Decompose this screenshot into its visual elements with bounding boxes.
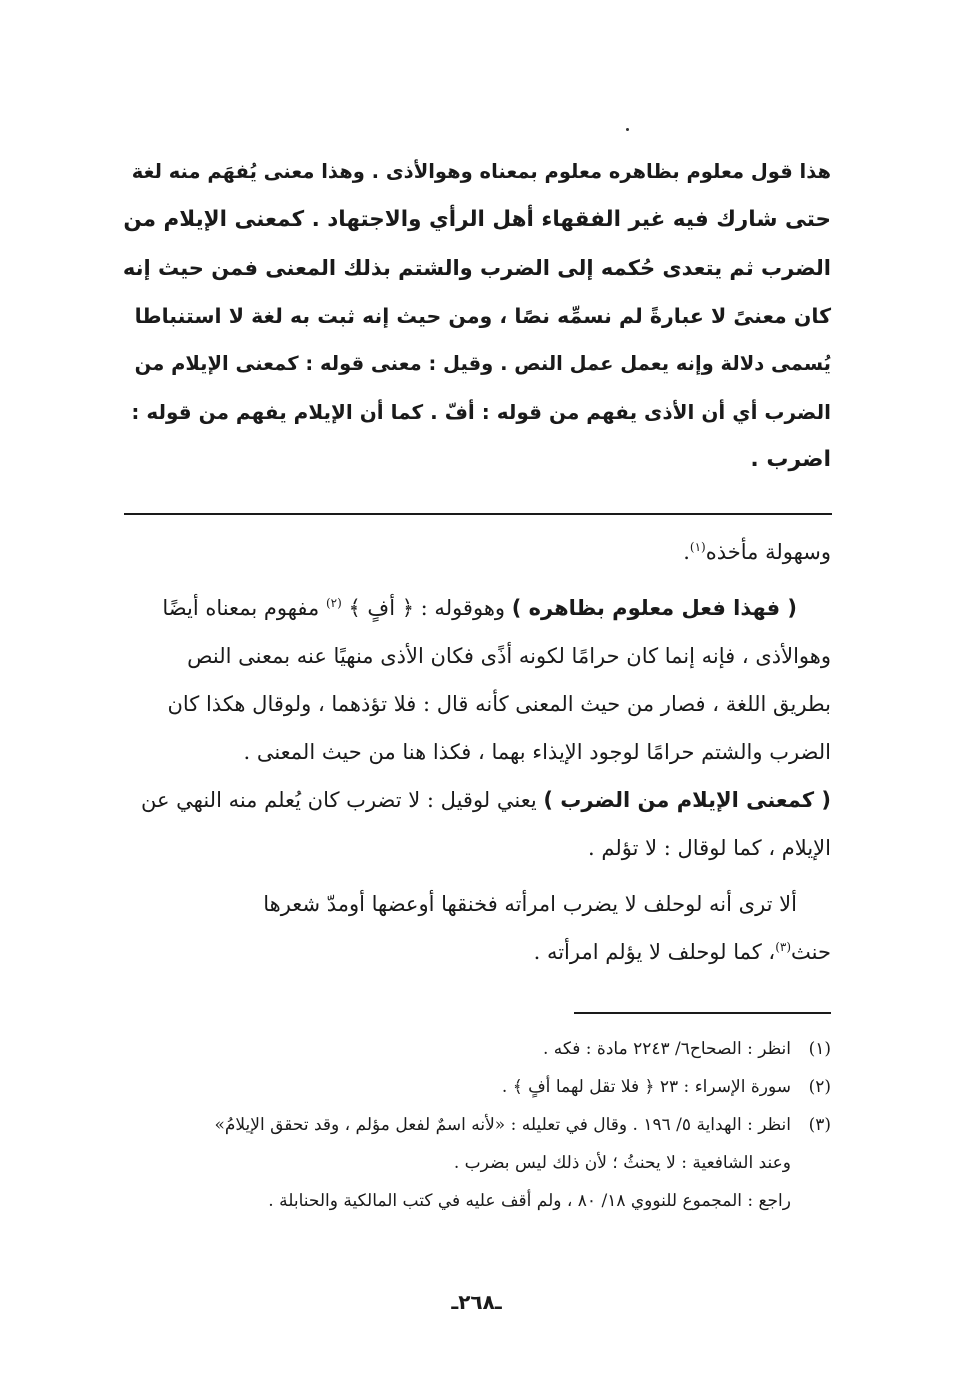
main-text-line: حتى شارك فيه غير الفقهاء أهل الرأي والاجتهاد . كمعنى الإيلام من <box>123 207 831 232</box>
main-text-line: يُسمى دلالة وإنه يعمل عمل النص . وقيل : معنى قوله : كمعنى الإيلام من <box>134 352 831 375</box>
footnotes-block <box>119 1030 831 1220</box>
commentary-text: وهوقوله : ﴿ أفٍ ﴾ <box>341 596 512 620</box>
commentary-line: الضرب والشتم حرامًا لوجود الإيذاء بهما ، فكذا هنا من حيث المعنى . <box>243 740 831 764</box>
main-text-line: الضرب أي أن الأذى يفهم من قوله : أفّ . كما أن الإيلام يفهم من قوله : <box>131 400 831 424</box>
quoted-phrase: ( كمعنى الإيلام من الضرب ) <box>543 788 831 812</box>
commentary-line: ألا ترى أنه لوحلف لا يضرب امرأته فخنقها أوعضها أومدّ شعرها <box>263 892 797 916</box>
main-text-line: هذا قول معلوم بظاهره معلوم بمعناه وهوالأذى . وهذا معنى يُفهَم منه لغة <box>131 160 831 183</box>
footnote-text: انظر : الهداية ٥/ ١٩٦ . وقال في تعليله : «لأنه اسمٌ لفعل مؤلم ، وقد تحقق الإيلامُ» <box>214 1115 791 1135</box>
footnote-item <box>119 1030 831 1068</box>
commentary-text: وسهولة مأخذه <box>705 540 831 564</box>
commentary-line <box>119 776 831 824</box>
footnote-number: (٣) <box>808 1115 831 1135</box>
main-separator-rule <box>124 513 832 515</box>
commentary-text: مفهوم بمعناه أيضًا <box>162 596 326 620</box>
footnote-continuation: وعند الشافعية : لا يحنثُ ؛ لأن ذلك ليس بضرب . <box>453 1153 791 1173</box>
footnote-item <box>119 1068 831 1106</box>
commentary-line <box>119 528 831 576</box>
commentary-text: . <box>683 540 690 564</box>
footnote-number: (١) <box>808 1039 831 1059</box>
commentary-text: حنث <box>791 940 831 964</box>
commentary-line: بطريق اللغة ، فصار من حيث المعنى كأنه قال : فلا تؤذهما ، ولوقال هكذا كان <box>167 692 831 716</box>
footnote-number: (٢) <box>808 1077 831 1097</box>
commentary-line: الإيلام ، كما لوقال : لا تؤلم . <box>588 836 831 860</box>
commentary-line <box>119 928 831 976</box>
commentary-text: ، كما لوحلف لا يؤلم امرأته . <box>533 940 776 964</box>
footnote-ref-3[interactable]: (٣) <box>775 940 792 954</box>
footnote-ref-1[interactable]: (١) <box>689 540 706 554</box>
footnote-text: انظر : الصحاح٦/ ٢٢٤٣ مادة : فكه . <box>542 1039 791 1059</box>
footnote-text: سورة الإسراء : ٢٣ ﴿ فلا تقل لهما أفٍ ﴾ . <box>501 1077 791 1097</box>
footnote-item <box>119 1106 831 1144</box>
main-text-line: كان معنىً لا عبارةً لم نسمِّه نصًا ، ومن حيث إنه ثبت به لغة لا استنباطا <box>134 304 831 328</box>
commentary-line: وهوالأذى ، فإنه إنما كان حرامًا لكونه أذًى فكان الأذى منهيًا عنه بمعنى النص <box>187 644 831 668</box>
main-text-block <box>119 148 831 484</box>
main-text-line: اضرب . <box>750 447 831 472</box>
commentary-text: يعني لوقيل : لا تضرب كان يُعلم منه النهي عن <box>140 788 544 812</box>
footnote-separator-rule <box>574 1012 831 1014</box>
page-number: ـ٢٦٨ـ <box>451 1290 502 1314</box>
commentary-block <box>119 528 831 976</box>
ink-dot <box>626 128 629 131</box>
footnote-ref-2[interactable]: (٢) <box>325 596 342 610</box>
quoted-phrase: ( فهذا فعل معلوم بظاهره ) <box>511 596 797 620</box>
main-text-line: الضرب ثم يتعدى حُكمه إلى الضرب والشتم بذلك المعنى فمن حيث إنه <box>122 256 831 280</box>
footnote-continuation: راجع : المجموع للنووي ١٨/ ٨٠ ، ولم أقف عليه في كتب المالكية والحنابلة . <box>268 1191 791 1211</box>
commentary-line <box>119 584 831 632</box>
